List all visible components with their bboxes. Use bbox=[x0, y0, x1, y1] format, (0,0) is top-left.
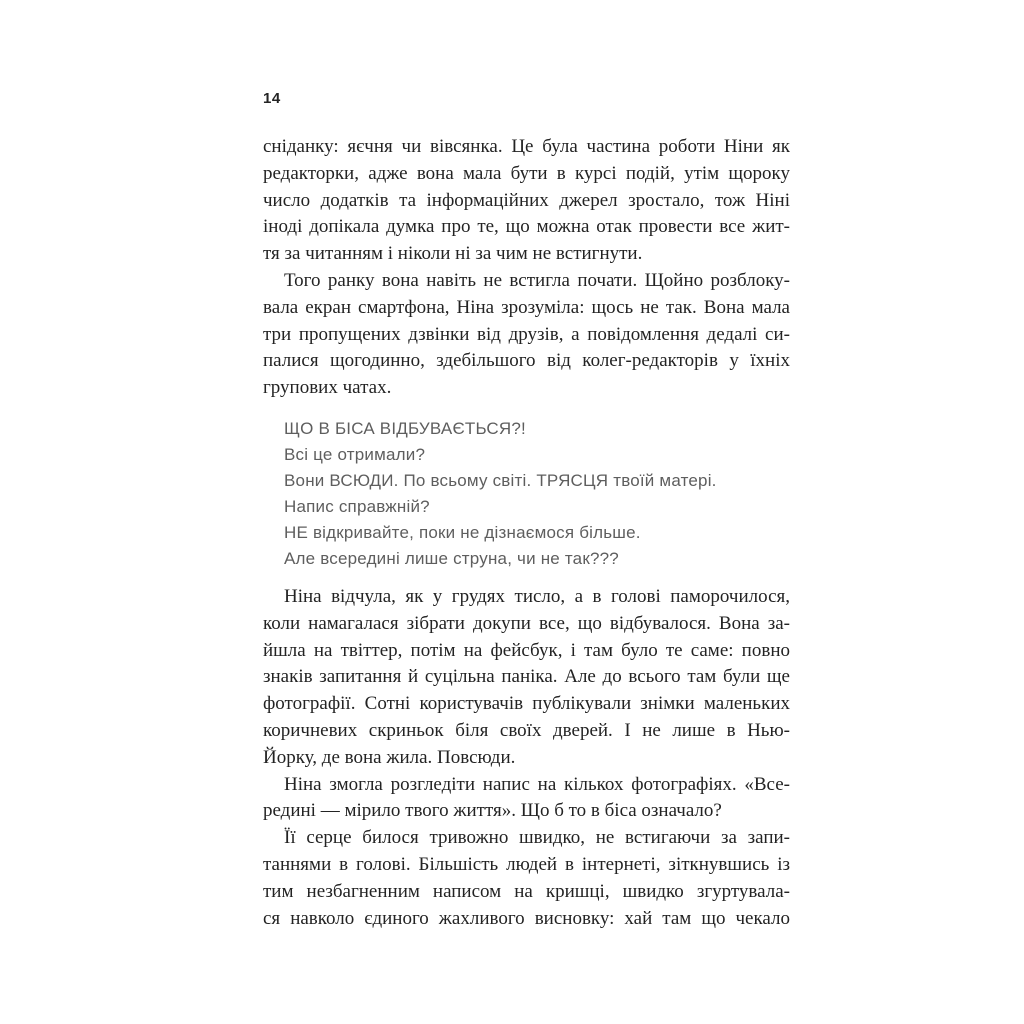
paragraph bbox=[263, 772, 790, 826]
chat-message-line: ЩО В БІСА ВІДБУВАЄТЬСЯ?! bbox=[284, 418, 526, 438]
text-line: Ніна змогла розгледіти напис на кількох фотографіях. «Все- bbox=[284, 773, 790, 795]
text-line: іноді допікала думка про те, що можна отак провести все жит- bbox=[263, 216, 790, 238]
chat-message-line: НЕ відкривайте, поки не дізнаємося більше. bbox=[284, 522, 641, 542]
paragraph bbox=[263, 134, 790, 268]
text-line: редині — мірило твого життя». Що б то в біса означало? bbox=[263, 800, 722, 822]
text-line: Йорку, де вона жила. Повсюди. bbox=[263, 746, 516, 768]
text-line: Її серце билося тривожно швидко, не встигаючи за запи- bbox=[284, 827, 790, 849]
text-line: йшла на твіттер, потім на фейсбук, і там було те саме: повно bbox=[263, 639, 790, 661]
chat-message-line: Напис справжній? bbox=[284, 496, 430, 516]
chat-message-line: Всі це отримали? bbox=[284, 444, 426, 464]
text-line: групових чатах. bbox=[263, 377, 392, 399]
chat-message-line: Вони ВСЮДИ. По всьому світі. ТРЯСЦЯ твоїй матері. bbox=[284, 470, 717, 490]
text-block bbox=[263, 134, 790, 932]
text-line: число додатків та інформаційних джерел зростало, тож Ніні bbox=[263, 189, 790, 211]
chat-messages-block bbox=[284, 416, 790, 572]
text-line: фотографії. Сотні користувачів публікували знімки маленьких bbox=[263, 693, 790, 715]
text-line: коричневих скриньок біля своїх дверей. І не лише в Нью- bbox=[263, 719, 790, 741]
page-number: 14 bbox=[263, 90, 281, 107]
chat-message-line: Але всередині лише струна, чи не так??? bbox=[284, 548, 619, 568]
text-line: палися щогодинно, здебільшого від колег-редакторів у їхніх bbox=[263, 350, 790, 372]
text-line: тим незбагненним написом на кришці, швидко згуртувала- bbox=[263, 880, 790, 902]
text-line: Ніна відчула, як у грудях тисло, а в голові паморочилося, bbox=[284, 585, 790, 607]
text-line: три пропущених дзвінки від друзів, а повідомлення дедалі си- bbox=[263, 323, 790, 345]
text-line: Того ранку вона навіть не встигла почати. Щойно розблоку- bbox=[284, 269, 790, 291]
text-line: редакторки, адже вона мала бути в курсі подій, утім щороку bbox=[263, 162, 790, 184]
text-line: таннями в голові. Більшість людей в інтернеті, зіткнувшись із bbox=[263, 853, 790, 875]
text-line: тя за читанням і ніколи ні за чим не встигнути. bbox=[263, 243, 643, 265]
text-line: вала екран смартфона, Ніна зрозуміла: щось не так. Вона мала bbox=[263, 296, 790, 318]
paragraph bbox=[263, 825, 790, 932]
paragraph bbox=[263, 268, 790, 402]
text-line: сніданку: яєчня чи вівсянка. Це була частина роботи Ніни як bbox=[263, 136, 790, 157]
text-line: знаків запитання й суцільна паніка. Але до всього там були ще bbox=[263, 666, 790, 688]
paragraph bbox=[263, 584, 790, 772]
text-line: коли намагалася зібрати докупи все, що відбувалося. Вона за- bbox=[263, 612, 790, 634]
text-line: ся навколо єдиного жахливого висновку: хай там що чекало bbox=[263, 907, 790, 929]
